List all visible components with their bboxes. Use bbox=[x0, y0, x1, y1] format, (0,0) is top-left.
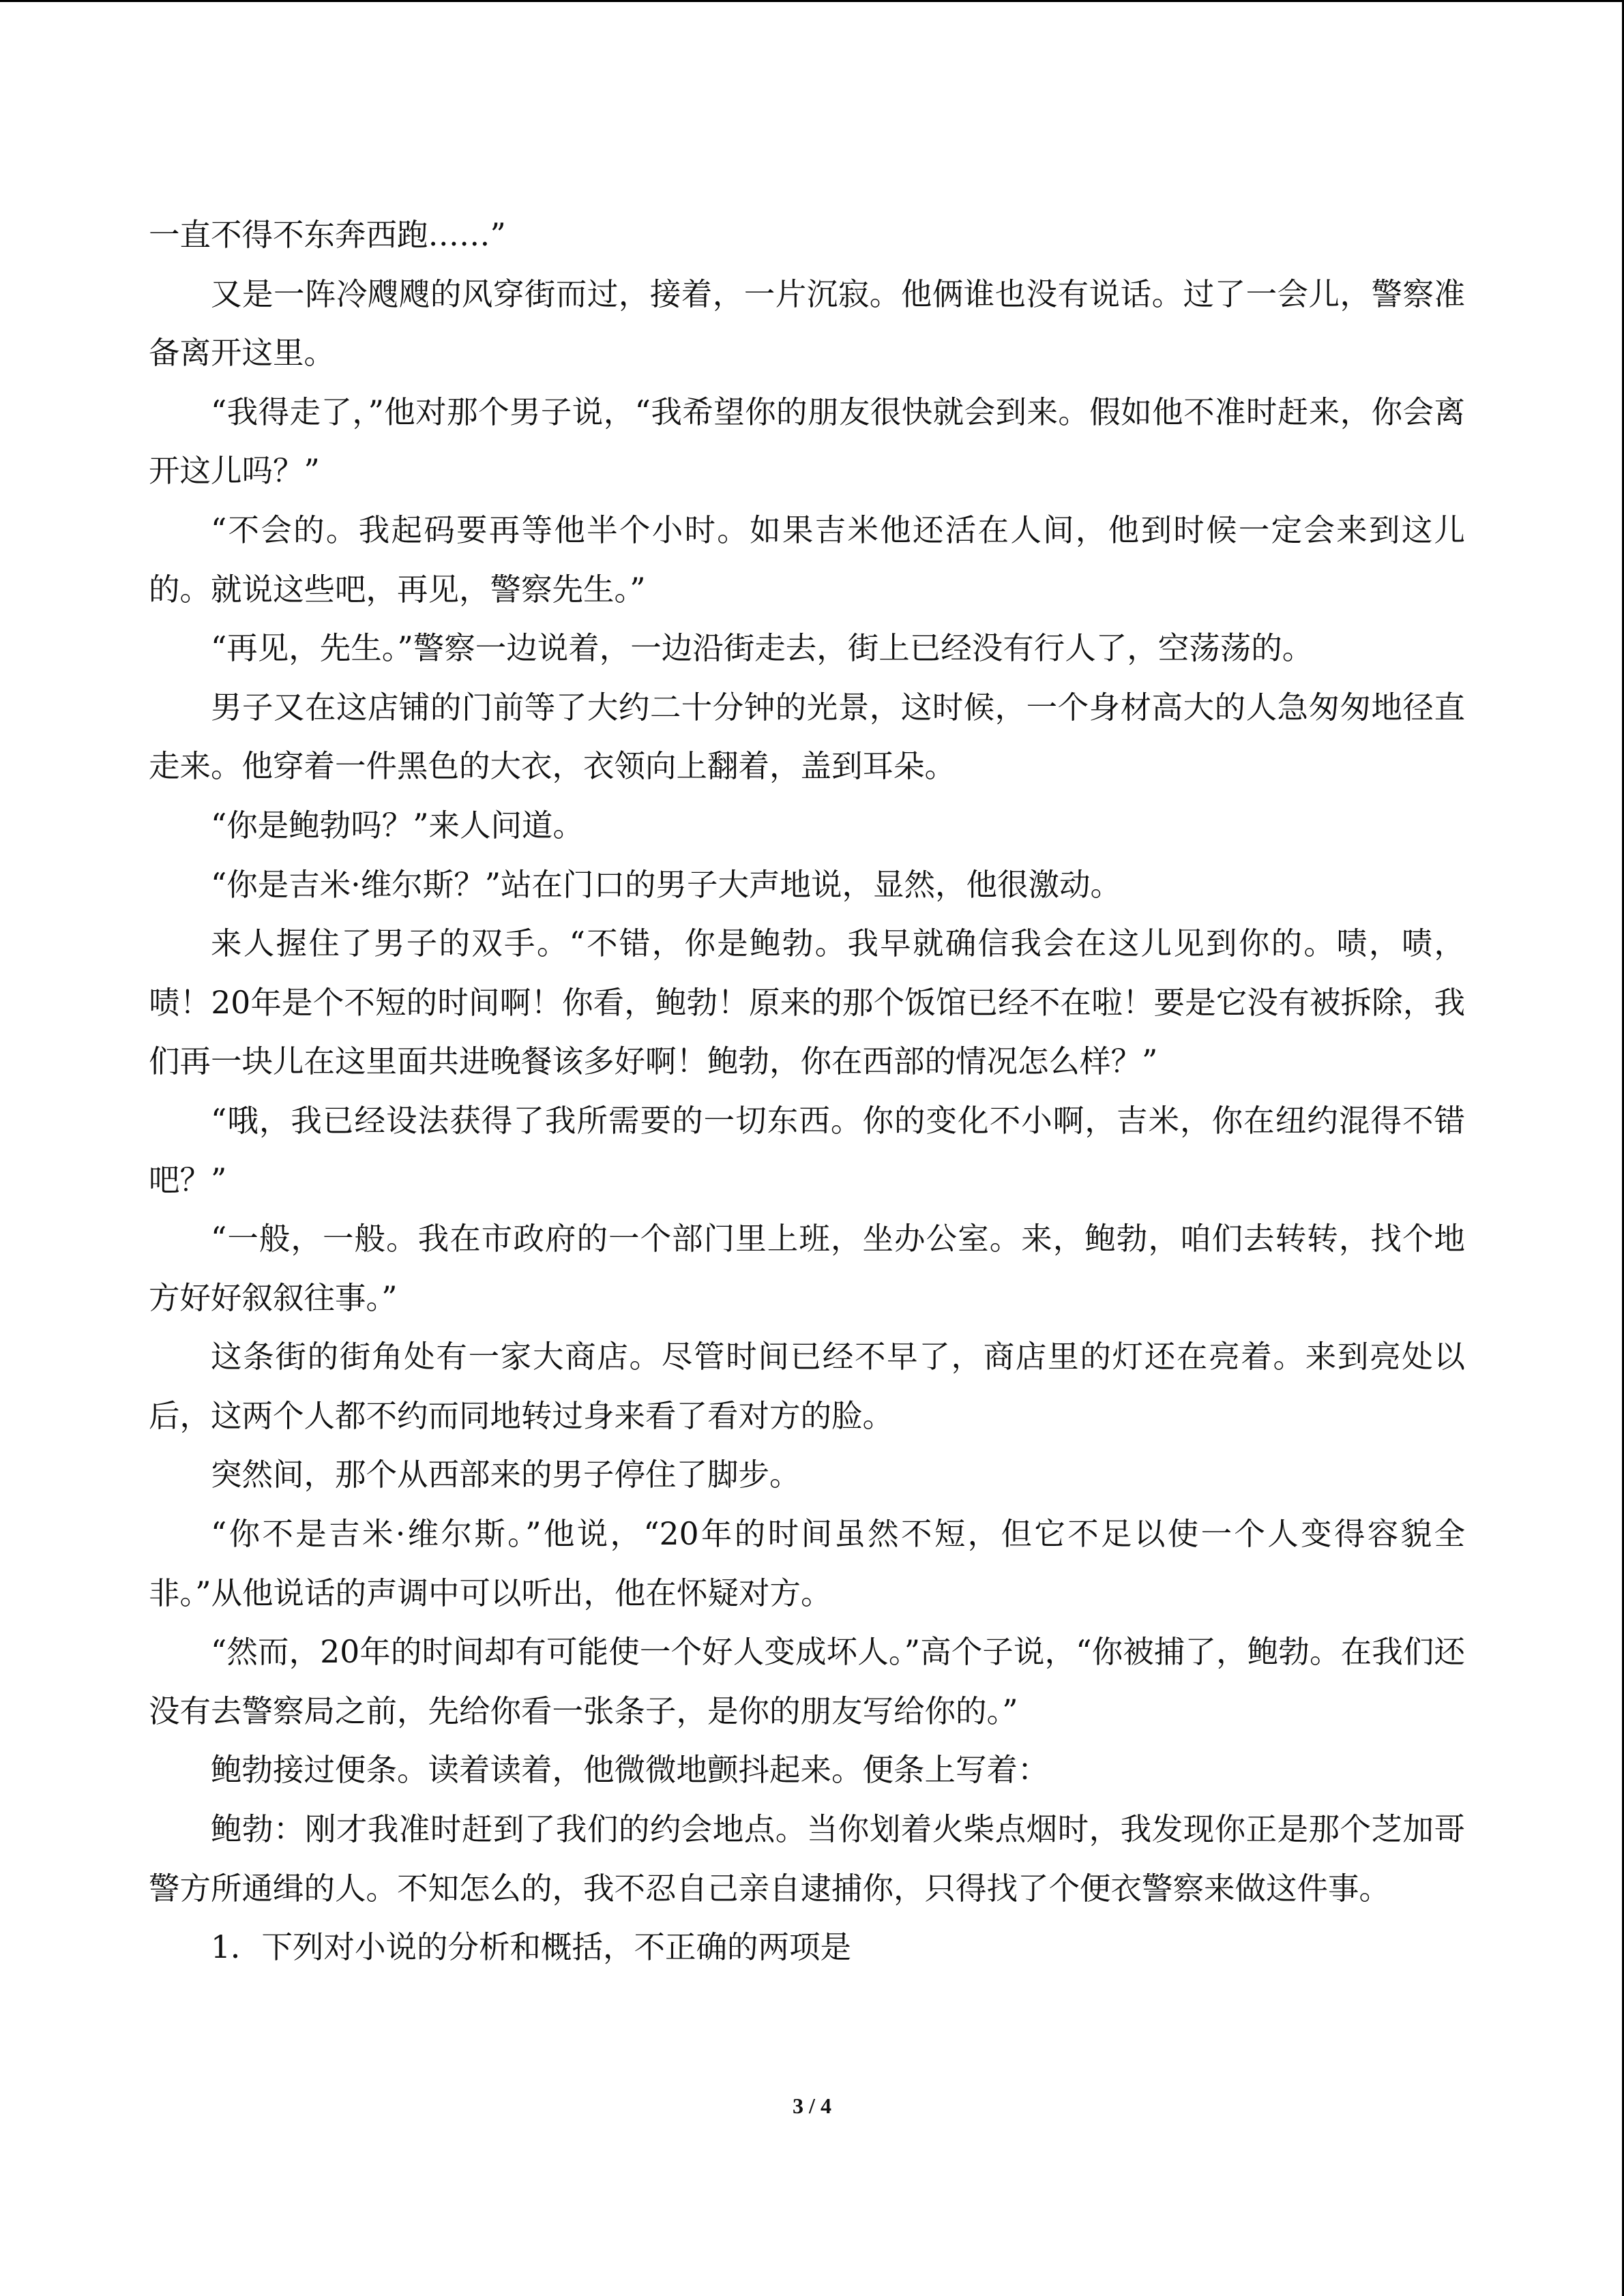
paragraph: “不会的。我起码要再等他半个小时。如果吉米他还活在人间，他到时候一定会来到这儿的。就说这些吧，再见，警察先生。” bbox=[149, 511, 1465, 608]
paragraph: “一般，一般。我在市政府的一个部门里上班，坐办公室。来，鲍勃，咱们去转转，找个地方好好叙叙往事。” bbox=[149, 1221, 1465, 1316]
paragraph: “你是吉米·维尔斯？”站在门口的男子大声地说，显然，他很激动。 bbox=[211, 866, 1121, 903]
paragraph: 一直不得不东奔西跑……” bbox=[149, 217, 506, 253]
paragraph: “你不是吉米·维尔斯。”他说，“20年的时间虽然不短，但它不足以使一个人变得容貌全非。”从他说话的声调中可以听出，他在怀疑对方。 bbox=[149, 1516, 1465, 1611]
paragraph: “我得走了，”他对那个男子说，“我希望你的朋友很快就会到来。假如他不准时赶来，你会离开这儿吗？” bbox=[149, 393, 1465, 490]
paragraph: “再见，先生。”警察一边说着，一边沿街走去，街上已经没有行人了，空荡荡的。 bbox=[211, 630, 1314, 667]
page-top-border bbox=[0, 0, 1624, 2]
paragraph: 这条街的街角处有一家大商店。尽管时间已经不早了，商店里的灯还在亮着。来到亮处以后，这两个人都不约而同地转过身来看了看对方的脸。 bbox=[149, 1339, 1465, 1434]
paragraph: “哦，我已经设法获得了我所需要的一切东西。你的变化不小啊，吉米，你在纽约混得不错吧？” bbox=[149, 1102, 1465, 1198]
document-body bbox=[149, 206, 1465, 1978]
page-number: 3 / 4 bbox=[793, 2093, 831, 2118]
paragraph: 又是一阵冷飕飕的风穿街而过，接着，一片沉寂。他俩谁也没有说话。过了一会儿，警察准备离开这里。 bbox=[149, 275, 1465, 372]
paragraph: 男子又在这店铺的门前等了大约二十分钟的光景，这时候，一个身材高大的人急匆匆地径直走来。他穿着一件黑色的大衣，衣领向上翻着，盖到耳朵。 bbox=[149, 689, 1465, 785]
paragraph: 鲍勃接过便条。读着读着，他微微地颤抖起来。便条上写着： bbox=[211, 1752, 1049, 1789]
paragraph: 来人握住了男子的双手。“不错，你是鲍勃。我早就确信我会在这儿见到你的。啧，啧，啧！20年是个不短的时间啊！你看，鲍勃！原来的那个饭馆已经不在啦！要是它没有被拆除，我们再一块儿在这里面共进晚餐该多好啊！鲍勃，你在西部的情况怎么样？” bbox=[149, 925, 1465, 1080]
paragraph: “然而，20年的时间却有可能使一个好人变成坏人。”高个子说，“你被捕了，鲍勃。在我们还没有去警察局之前，先给你看一张条子，是你的朋友写给你的。” bbox=[149, 1634, 1465, 1729]
question-stem: 1．下列对小说的分析和概括，不正确的两项是 bbox=[211, 1929, 851, 1966]
paragraph: 突然间，那个从西部来的男子停住了脚步。 bbox=[211, 1457, 801, 1493]
paragraph: 鲍勃：刚才我准时赶到了我们的约会地点。当你划着火柴点烟时，我发现你正是那个芝加哥警方所通缉的人。不知怎么的，我不忍自己亲自逮捕你，只得找了个便衣警察来做这件事。 bbox=[149, 1811, 1465, 1907]
paragraph: “你是鲍勃吗？”来人问道。 bbox=[211, 807, 585, 844]
